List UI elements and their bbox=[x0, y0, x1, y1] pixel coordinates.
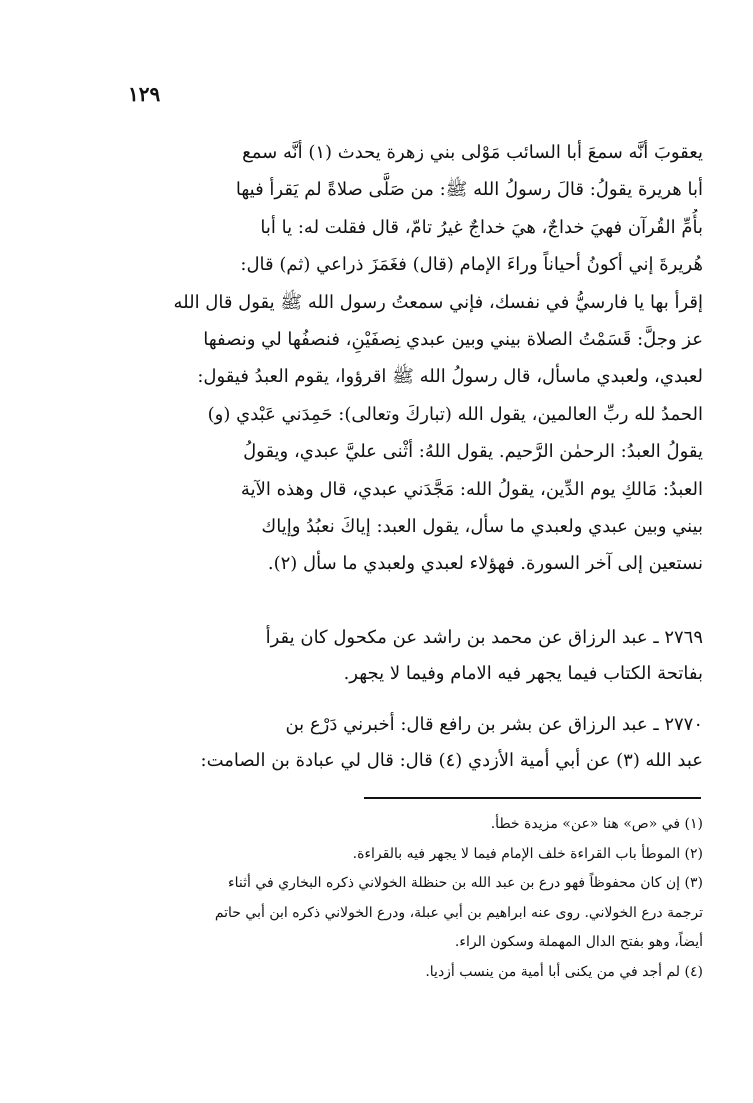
text-line: عز وجلَّ: قَسَمْتُ الصلاة بيني وبين عبدي نِصفَيْنِ، فنصفُها لي ونصفها bbox=[203, 328, 703, 350]
footnotes bbox=[58, 810, 703, 987]
text-line: ٢٧٧٠ ـ عبد الرزاق عن بشر بن رافع قال: أخبرني دَرْع بن bbox=[285, 714, 703, 735]
text-line: ٢٧٦٩ ـ عبد الرزاق عن محمد بن راشد عن مكحول كان يقرأ bbox=[265, 627, 703, 648]
text-line: بيني وبين عبدي ولعبدي ما سأل، يقول العبد: إياكَ نعبُدُ وإياك bbox=[261, 515, 703, 537]
text-line: أبا هريرة يقولُ: قالَ رسولُ الله ﷺ: من صَلَّى صلاةً لم يَقرأ فيها bbox=[235, 179, 703, 201]
footnote: (١) في «ص» هنا «عن» مزيدة خطأ. bbox=[490, 816, 703, 832]
text-line: هُريرةَ إني أكونُ أحياناً وراءَ الإمام (قال) فغَمَزَ ذراعي (ثم) قال: bbox=[240, 254, 703, 276]
hadith-2770 bbox=[58, 707, 703, 779]
text-line: نستعين إلى آخر السورة. فهؤلاء لعبدي ولعبدي ما سأل (٢). bbox=[267, 553, 703, 575]
hadith-2769 bbox=[58, 620, 703, 692]
text-line: يقولُ العبدُ: الرحمٰن الرَّحيم. يقول اللهُ: أثْنى عليَّ عبدي، ويقولُ bbox=[243, 441, 703, 463]
footnote-divider bbox=[364, 797, 701, 799]
text-line: لعبدي، ولعبدي ماسأل، قال رسولُ الله ﷺ اقرؤوا، يقوم العبدُ فيقول: bbox=[197, 366, 703, 388]
text-line: الحمدُ لله ربِّ العالمين، يقول الله (تباركَ وتعالى): حَمِدَني عَبْدي (و) bbox=[207, 403, 703, 425]
text-line: بفاتحة الكتاب فيما يجهر فيه الامام وفيما لا يجهر. bbox=[343, 663, 703, 684]
text-line: العبدُ: مَالكِ يوم الدِّين، يقولُ الله: مَجَّدَني عبدي، قال وهذه الآية bbox=[240, 478, 703, 500]
footnote: (٢) الموطأ باب القراءة خلف الإمام فيما لا يجهر فيه بالقراءة. bbox=[352, 845, 703, 862]
footnote: (٤) لم أجد في من يكنى أبا أمية من ينسب أزديا. bbox=[425, 963, 703, 980]
text-line: بأُمِّ القُرآن فهيَ خداجٌ، هيَ خداجٌ غيرُ تامّ، قال فقلت له: يا أبا bbox=[260, 216, 703, 238]
text-line: إقرأ بها يا فارسيُّ في نفسك، فإني سمعتُ رسول الله ﷺ يقول قال الله bbox=[173, 291, 703, 313]
footnote: (٣) إن كان محفوظاً فهو درع بن عبد الله بن حنظلة الخولاني ذكره البخاري في أثناء bbox=[228, 875, 703, 891]
footnote-continuation: أيضاً، وهو بفتح الدال المهملة وسكون الراء. bbox=[454, 934, 703, 950]
text-line: يعقوبَ أنَّه سمعَ أبا السائب مَوْلى بني زهرة يحدث (١) أنَّه سمع bbox=[242, 142, 703, 163]
main-paragraph bbox=[58, 134, 703, 583]
page-number: ١٢٩ bbox=[128, 82, 161, 106]
footnote-continuation: ترجمة درع الخولاني. روى عنه ابراهيم بن أبي عبلة، ودرع الخولاني ذكره ابن أبي حاتم bbox=[214, 904, 703, 921]
text-line: عبد الله (٣) عن أبي أمية الأزدي (٤) قال: قال لي عبادة بن الصامت: bbox=[200, 750, 703, 771]
